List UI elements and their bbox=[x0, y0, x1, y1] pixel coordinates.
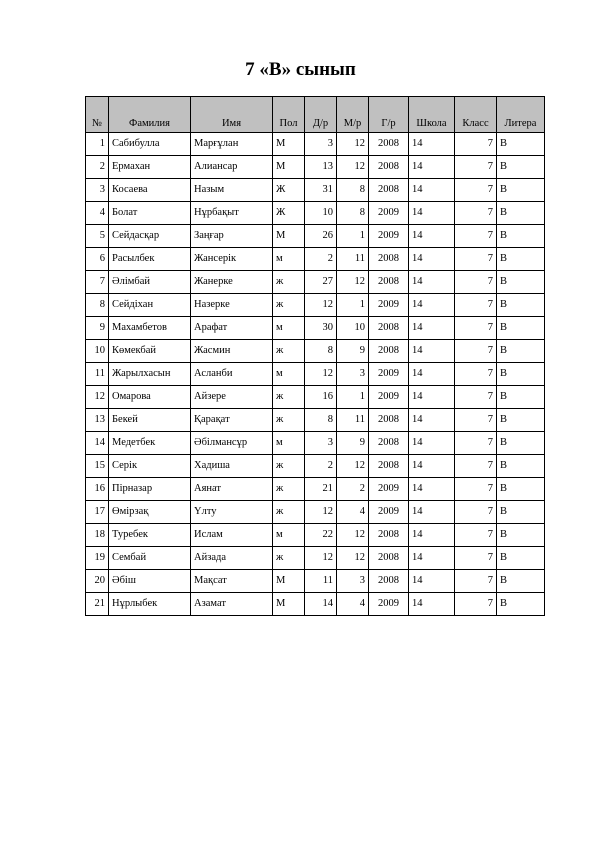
cell-school: 14 bbox=[409, 133, 455, 156]
cell-letter: В bbox=[497, 524, 545, 547]
cell-surname: Туребек bbox=[109, 524, 191, 547]
cell-name: Қарақат bbox=[191, 409, 273, 432]
cell-number: 17 bbox=[86, 501, 109, 524]
cell-school: 14 bbox=[409, 593, 455, 616]
cell-number: 1 bbox=[86, 133, 109, 156]
cell-school: 14 bbox=[409, 432, 455, 455]
cell-name: Айзере bbox=[191, 386, 273, 409]
cell-birth-month: 9 bbox=[337, 340, 369, 363]
cell-surname: Омарова bbox=[109, 386, 191, 409]
cell-grade: 7 bbox=[455, 524, 497, 547]
cell-name: Үлту bbox=[191, 501, 273, 524]
cell-letter: В bbox=[497, 294, 545, 317]
cell-birth-day: 3 bbox=[305, 133, 337, 156]
table-row bbox=[86, 547, 545, 570]
cell-grade: 7 bbox=[455, 248, 497, 271]
table-row bbox=[86, 271, 545, 294]
cell-birth-month: 8 bbox=[337, 202, 369, 225]
cell-gender: ж bbox=[273, 547, 305, 570]
cell-birth-year: 2009 bbox=[369, 501, 409, 524]
cell-birth-month: 1 bbox=[337, 386, 369, 409]
cell-birth-month: 12 bbox=[337, 455, 369, 478]
table-row bbox=[86, 432, 545, 455]
cell-birth-day: 3 bbox=[305, 432, 337, 455]
cell-birth-month: 1 bbox=[337, 294, 369, 317]
cell-grade: 7 bbox=[455, 501, 497, 524]
cell-gender: ж bbox=[273, 386, 305, 409]
table-row bbox=[86, 133, 545, 156]
cell-gender: Ж bbox=[273, 202, 305, 225]
cell-birth-month: 8 bbox=[337, 179, 369, 202]
column-header-name: Имя bbox=[191, 97, 273, 133]
cell-surname: Ермахан bbox=[109, 156, 191, 179]
cell-surname: Серік bbox=[109, 455, 191, 478]
cell-school: 14 bbox=[409, 501, 455, 524]
cell-letter: В bbox=[497, 133, 545, 156]
cell-letter: В bbox=[497, 455, 545, 478]
cell-surname: Көмекбай bbox=[109, 340, 191, 363]
column-header-gender: Пол bbox=[273, 97, 305, 133]
cell-grade: 7 bbox=[455, 202, 497, 225]
cell-birth-year: 2009 bbox=[369, 363, 409, 386]
table-row bbox=[86, 593, 545, 616]
cell-school: 14 bbox=[409, 409, 455, 432]
cell-letter: В bbox=[497, 271, 545, 294]
column-header-number: № bbox=[86, 97, 109, 133]
cell-birth-month: 12 bbox=[337, 524, 369, 547]
cell-school: 14 bbox=[409, 248, 455, 271]
cell-birth-year: 2009 bbox=[369, 386, 409, 409]
cell-birth-year: 2008 bbox=[369, 179, 409, 202]
cell-school: 14 bbox=[409, 363, 455, 386]
column-header-school: Школа bbox=[409, 97, 455, 133]
cell-birth-month: 12 bbox=[337, 271, 369, 294]
table-row bbox=[86, 409, 545, 432]
cell-school: 14 bbox=[409, 570, 455, 593]
cell-birth-year: 2008 bbox=[369, 156, 409, 179]
cell-grade: 7 bbox=[455, 294, 497, 317]
cell-surname: Бекей bbox=[109, 409, 191, 432]
cell-name: Ислам bbox=[191, 524, 273, 547]
cell-gender: ж bbox=[273, 294, 305, 317]
cell-number: 8 bbox=[86, 294, 109, 317]
cell-surname: Болат bbox=[109, 202, 191, 225]
cell-grade: 7 bbox=[455, 570, 497, 593]
cell-letter: В bbox=[497, 225, 545, 248]
column-header-grade: Класс bbox=[455, 97, 497, 133]
cell-number: 4 bbox=[86, 202, 109, 225]
cell-letter: В bbox=[497, 501, 545, 524]
cell-gender: м bbox=[273, 248, 305, 271]
table-row bbox=[86, 317, 545, 340]
cell-grade: 7 bbox=[455, 432, 497, 455]
cell-surname: Сейдіхан bbox=[109, 294, 191, 317]
cell-school: 14 bbox=[409, 294, 455, 317]
cell-number: 18 bbox=[86, 524, 109, 547]
cell-letter: В bbox=[497, 248, 545, 271]
cell-birth-year: 2008 bbox=[369, 570, 409, 593]
cell-number: 12 bbox=[86, 386, 109, 409]
cell-school: 14 bbox=[409, 156, 455, 179]
cell-birth-month: 2 bbox=[337, 478, 369, 501]
cell-name: Заңғар bbox=[191, 225, 273, 248]
cell-name: Арафат bbox=[191, 317, 273, 340]
cell-gender: М bbox=[273, 225, 305, 248]
cell-gender: Ж bbox=[273, 179, 305, 202]
cell-letter: В bbox=[497, 478, 545, 501]
cell-gender: М bbox=[273, 156, 305, 179]
cell-birth-year: 2008 bbox=[369, 340, 409, 363]
cell-number: 14 bbox=[86, 432, 109, 455]
cell-number: 16 bbox=[86, 478, 109, 501]
cell-birth-day: 12 bbox=[305, 547, 337, 570]
cell-surname: Сабибулла bbox=[109, 133, 191, 156]
cell-grade: 7 bbox=[455, 225, 497, 248]
cell-birth-day: 12 bbox=[305, 363, 337, 386]
cell-birth-month: 12 bbox=[337, 547, 369, 570]
cell-surname: Өмірзақ bbox=[109, 501, 191, 524]
column-header-letter: Литера bbox=[497, 97, 545, 133]
cell-school: 14 bbox=[409, 271, 455, 294]
cell-birth-month: 1 bbox=[337, 225, 369, 248]
cell-school: 14 bbox=[409, 455, 455, 478]
table-row bbox=[86, 501, 545, 524]
cell-birth-year: 2009 bbox=[369, 593, 409, 616]
cell-birth-month: 10 bbox=[337, 317, 369, 340]
table-row bbox=[86, 156, 545, 179]
cell-gender: ж bbox=[273, 271, 305, 294]
cell-grade: 7 bbox=[455, 593, 497, 616]
cell-school: 14 bbox=[409, 179, 455, 202]
cell-birth-month: 4 bbox=[337, 593, 369, 616]
cell-gender: М bbox=[273, 593, 305, 616]
cell-name: Назерке bbox=[191, 294, 273, 317]
cell-school: 14 bbox=[409, 202, 455, 225]
cell-name: Жансерік bbox=[191, 248, 273, 271]
cell-school: 14 bbox=[409, 317, 455, 340]
table-body bbox=[86, 133, 545, 616]
cell-name: Әбілмансұр bbox=[191, 432, 273, 455]
cell-birth-day: 2 bbox=[305, 455, 337, 478]
cell-surname: Әлімбай bbox=[109, 271, 191, 294]
cell-letter: В bbox=[497, 386, 545, 409]
cell-letter: В bbox=[497, 570, 545, 593]
cell-birth-year: 2008 bbox=[369, 524, 409, 547]
cell-birth-year: 2008 bbox=[369, 455, 409, 478]
table-row bbox=[86, 455, 545, 478]
cell-gender: ж bbox=[273, 455, 305, 478]
header-row bbox=[86, 97, 545, 133]
cell-birth-year: 2008 bbox=[369, 248, 409, 271]
column-header-surname: Фамилия bbox=[109, 97, 191, 133]
cell-birth-month: 12 bbox=[337, 156, 369, 179]
cell-letter: В bbox=[497, 432, 545, 455]
cell-gender: ж bbox=[273, 409, 305, 432]
cell-name: Азамат bbox=[191, 593, 273, 616]
cell-birth-month: 12 bbox=[337, 133, 369, 156]
cell-school: 14 bbox=[409, 225, 455, 248]
column-header-birth-year: Г/р bbox=[369, 97, 409, 133]
cell-grade: 7 bbox=[455, 156, 497, 179]
cell-letter: В bbox=[497, 156, 545, 179]
cell-name: Хадиша bbox=[191, 455, 273, 478]
cell-birth-year: 2009 bbox=[369, 225, 409, 248]
cell-number: 15 bbox=[86, 455, 109, 478]
table-row bbox=[86, 524, 545, 547]
cell-surname: Нұрлыбек bbox=[109, 593, 191, 616]
cell-number: 21 bbox=[86, 593, 109, 616]
cell-number: 6 bbox=[86, 248, 109, 271]
cell-birth-year: 2009 bbox=[369, 294, 409, 317]
cell-birth-day: 11 bbox=[305, 570, 337, 593]
cell-grade: 7 bbox=[455, 547, 497, 570]
cell-letter: В bbox=[497, 593, 545, 616]
cell-name: Марғұлан bbox=[191, 133, 273, 156]
table-row bbox=[86, 202, 545, 225]
cell-gender: м bbox=[273, 524, 305, 547]
cell-birth-day: 22 bbox=[305, 524, 337, 547]
cell-birth-day: 12 bbox=[305, 294, 337, 317]
cell-birth-day: 12 bbox=[305, 501, 337, 524]
cell-gender: ж bbox=[273, 340, 305, 363]
cell-birth-month: 3 bbox=[337, 363, 369, 386]
cell-number: 13 bbox=[86, 409, 109, 432]
cell-surname: Жарылхасын bbox=[109, 363, 191, 386]
cell-name: Жанерке bbox=[191, 271, 273, 294]
cell-gender: М bbox=[273, 133, 305, 156]
cell-grade: 7 bbox=[455, 133, 497, 156]
cell-birth-month: 11 bbox=[337, 409, 369, 432]
cell-gender: М bbox=[273, 570, 305, 593]
cell-name: Назым bbox=[191, 179, 273, 202]
cell-name: Аянат bbox=[191, 478, 273, 501]
cell-surname: Медетбек bbox=[109, 432, 191, 455]
table-row bbox=[86, 386, 545, 409]
cell-birth-year: 2008 bbox=[369, 547, 409, 570]
cell-birth-day: 8 bbox=[305, 409, 337, 432]
cell-school: 14 bbox=[409, 386, 455, 409]
cell-surname: Сембай bbox=[109, 547, 191, 570]
cell-grade: 7 bbox=[455, 363, 497, 386]
cell-birth-day: 10 bbox=[305, 202, 337, 225]
cell-number: 3 bbox=[86, 179, 109, 202]
cell-letter: В bbox=[497, 547, 545, 570]
cell-letter: В bbox=[497, 363, 545, 386]
cell-letter: В bbox=[497, 340, 545, 363]
cell-gender: м bbox=[273, 432, 305, 455]
cell-birth-day: 27 bbox=[305, 271, 337, 294]
table-row bbox=[86, 248, 545, 271]
table-row bbox=[86, 570, 545, 593]
cell-birth-day: 13 bbox=[305, 156, 337, 179]
cell-name: Алиансар bbox=[191, 156, 273, 179]
cell-grade: 7 bbox=[455, 386, 497, 409]
cell-birth-year: 2008 bbox=[369, 409, 409, 432]
cell-surname: Әбіш bbox=[109, 570, 191, 593]
table-row bbox=[86, 179, 545, 202]
cell-school: 14 bbox=[409, 547, 455, 570]
cell-birth-year: 2008 bbox=[369, 133, 409, 156]
table-row bbox=[86, 294, 545, 317]
cell-gender: ж bbox=[273, 501, 305, 524]
cell-birth-month: 11 bbox=[337, 248, 369, 271]
cell-grade: 7 bbox=[455, 179, 497, 202]
cell-birth-month: 4 bbox=[337, 501, 369, 524]
cell-birth-day: 2 bbox=[305, 248, 337, 271]
cell-birth-month: 9 bbox=[337, 432, 369, 455]
table-row bbox=[86, 363, 545, 386]
cell-birth-day: 30 bbox=[305, 317, 337, 340]
cell-surname: Пірназар bbox=[109, 478, 191, 501]
cell-grade: 7 bbox=[455, 317, 497, 340]
cell-surname: Косаева bbox=[109, 179, 191, 202]
column-header-birth-month: М/р bbox=[337, 97, 369, 133]
cell-name: Айзада bbox=[191, 547, 273, 570]
cell-birth-day: 14 bbox=[305, 593, 337, 616]
cell-surname: Сейдасқар bbox=[109, 225, 191, 248]
cell-number: 10 bbox=[86, 340, 109, 363]
cell-name: Нұрбақыт bbox=[191, 202, 273, 225]
cell-grade: 7 bbox=[455, 271, 497, 294]
cell-school: 14 bbox=[409, 524, 455, 547]
cell-grade: 7 bbox=[455, 340, 497, 363]
cell-grade: 7 bbox=[455, 409, 497, 432]
cell-birth-month: 3 bbox=[337, 570, 369, 593]
cell-school: 14 bbox=[409, 340, 455, 363]
cell-birth-day: 31 bbox=[305, 179, 337, 202]
page-title: 7 «В» сынып bbox=[245, 59, 356, 80]
cell-letter: В bbox=[497, 202, 545, 225]
cell-gender: м bbox=[273, 363, 305, 386]
cell-birth-year: 2008 bbox=[369, 271, 409, 294]
cell-surname: Махамбетов bbox=[109, 317, 191, 340]
cell-number: 2 bbox=[86, 156, 109, 179]
cell-birth-year: 2008 bbox=[369, 432, 409, 455]
cell-letter: В bbox=[497, 409, 545, 432]
cell-name: Жасмин bbox=[191, 340, 273, 363]
cell-number: 7 bbox=[86, 271, 109, 294]
cell-birth-year: 2009 bbox=[369, 202, 409, 225]
cell-name: Асланби bbox=[191, 363, 273, 386]
table-row bbox=[86, 225, 545, 248]
cell-number: 5 bbox=[86, 225, 109, 248]
cell-surname: Расылбек bbox=[109, 248, 191, 271]
cell-birth-day: 8 bbox=[305, 340, 337, 363]
table-row bbox=[86, 478, 545, 501]
cell-number: 19 bbox=[86, 547, 109, 570]
cell-birth-day: 26 bbox=[305, 225, 337, 248]
cell-birth-year: 2009 bbox=[369, 478, 409, 501]
cell-school: 14 bbox=[409, 478, 455, 501]
cell-gender: ж bbox=[273, 478, 305, 501]
cell-birth-year: 2008 bbox=[369, 317, 409, 340]
cell-letter: В bbox=[497, 317, 545, 340]
cell-gender: м bbox=[273, 317, 305, 340]
cell-letter: В bbox=[497, 179, 545, 202]
cell-number: 11 bbox=[86, 363, 109, 386]
column-header-birth-day: Д/р bbox=[305, 97, 337, 133]
cell-grade: 7 bbox=[455, 455, 497, 478]
cell-birth-day: 16 bbox=[305, 386, 337, 409]
cell-name: Мақсат bbox=[191, 570, 273, 593]
cell-birth-day: 21 bbox=[305, 478, 337, 501]
table-row bbox=[86, 340, 545, 363]
cell-number: 9 bbox=[86, 317, 109, 340]
class-roster-table bbox=[85, 96, 545, 616]
cell-grade: 7 bbox=[455, 478, 497, 501]
cell-number: 20 bbox=[86, 570, 109, 593]
